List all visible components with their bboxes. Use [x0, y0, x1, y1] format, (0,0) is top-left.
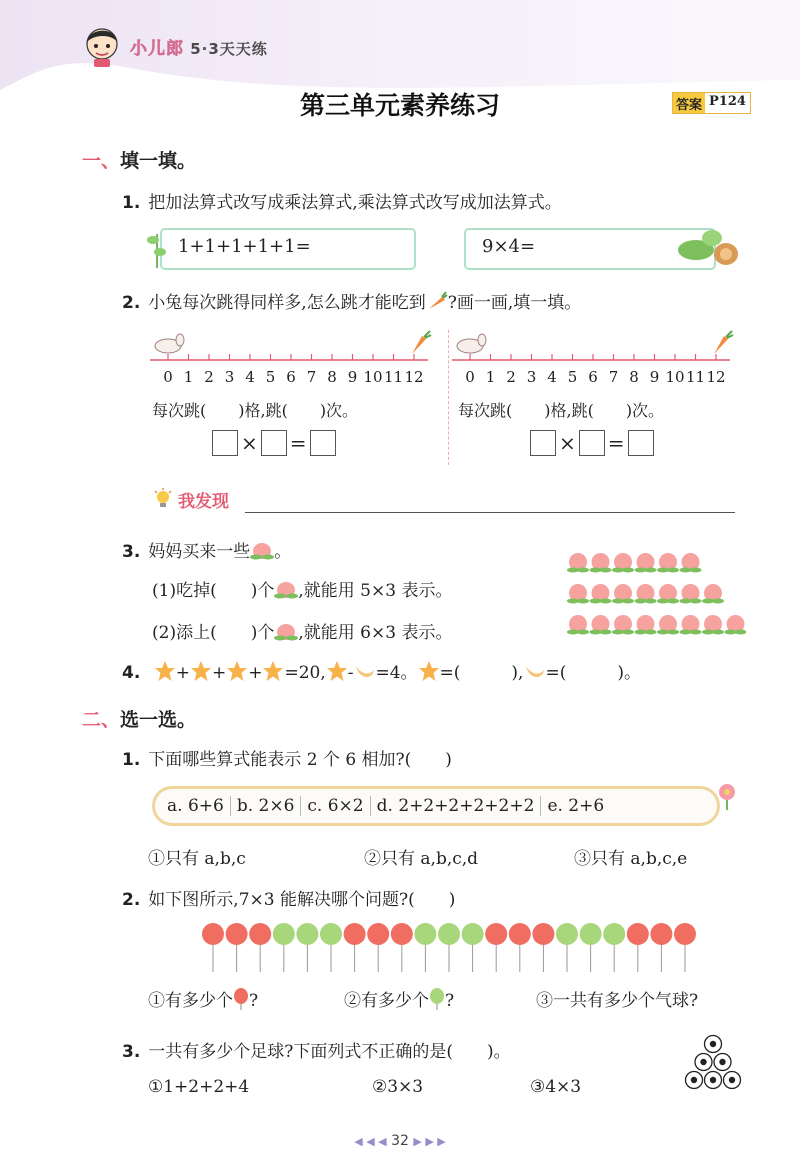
s1-q2-text-b: ?画一画,填一填。: [447, 293, 582, 313]
s2-q3-choice-2[interactable]: ②3×3: [372, 1077, 424, 1097]
peach-icon: [702, 584, 724, 604]
tick-label: 12: [404, 368, 424, 386]
vine-pot-icon: [672, 220, 742, 270]
red-balloon: [627, 923, 649, 972]
s2-q1-num: 1.: [122, 750, 141, 770]
soccer-ball-triangle: [678, 1034, 748, 1094]
tick-label: 11: [383, 368, 404, 386]
option-d: d. 2+2+2+2+2+2: [371, 796, 542, 816]
s1-q3-sub1: [152, 576, 452, 601]
peach-icon: [612, 584, 634, 604]
qmark: ?: [249, 991, 259, 1011]
red-balloon: [226, 923, 248, 972]
peach-icon: [567, 615, 589, 635]
tick-label: 9: [649, 368, 660, 386]
peach-icon: [657, 584, 679, 604]
carrot-icon: [426, 291, 448, 311]
balloon-row: [200, 922, 710, 974]
q4-text: =( ),: [439, 663, 524, 683]
s2-q3-choice-1[interactable]: ①1+2+2+4: [148, 1077, 250, 1097]
soccer-ball-icon: [686, 1072, 703, 1089]
tick-label: 3: [224, 368, 235, 386]
options-box: [152, 786, 720, 826]
s1-q1-num: 1.: [122, 193, 141, 213]
q4-text: =20,: [284, 663, 326, 683]
brand-cn: 小儿郎: [130, 39, 184, 59]
s1-q1: [122, 188, 562, 213]
s1-q4-num: 4.: [122, 663, 141, 683]
red-balloon-icon: [233, 988, 249, 1010]
s1-q1-text: 把加法算式改写成乘法算式,乘法算式改写成加法算式。: [148, 193, 562, 213]
red-balloon: [391, 923, 413, 972]
red-balloon: [532, 923, 554, 972]
tick-label: 4: [245, 368, 255, 386]
s1-q3-text: 妈妈买来一些: [148, 542, 251, 562]
peach-icon: [590, 615, 612, 635]
tick-label: 7: [306, 368, 317, 386]
q1-left-box: [160, 228, 416, 270]
answer-box[interactable]: [261, 430, 287, 456]
tick-label: 3: [526, 368, 537, 386]
tick-label: 0: [465, 368, 475, 386]
red-balloon: [674, 923, 696, 972]
star-icon: [226, 660, 248, 682]
s2-q1-choice-1[interactable]: ①只有 a,b,c: [148, 849, 246, 869]
s1-q3-num: 3.: [122, 542, 141, 562]
s1-q3-sub1-a: (1)吃掉( )个: [152, 581, 275, 601]
green-balloon: [320, 923, 342, 972]
tick-label: 10: [665, 368, 685, 386]
tick-label: 0: [163, 368, 173, 386]
tick-label: 6: [588, 368, 598, 386]
s2-q2: [122, 885, 455, 910]
tick-label: 2: [506, 368, 516, 386]
section-1-title: 填一填。: [120, 150, 197, 172]
peach-icon: [680, 584, 702, 604]
number-line-left: [150, 328, 440, 388]
q4-text: +: [211, 663, 227, 683]
star-icon: [326, 660, 348, 682]
tick-label: 1: [485, 368, 496, 386]
peach-icon: [274, 579, 298, 599]
s2-q3: [122, 1037, 511, 1062]
red-balloon: [249, 923, 271, 972]
green-balloon: [603, 923, 625, 972]
s1-q3-sub2: [152, 618, 452, 643]
divider-dashed: [448, 330, 449, 465]
tick-label: 2: [204, 368, 214, 386]
carrot-icon: [412, 331, 431, 354]
s2-q1-choice-3[interactable]: ③只有 a,b,c,e: [574, 849, 688, 869]
s1-q3-sub2-b: ,就能用 6×3 表示。: [298, 623, 453, 643]
peach-icon: [702, 615, 724, 635]
green-balloon: [296, 923, 318, 972]
answer-box[interactable]: [628, 430, 654, 456]
green-balloon: [556, 923, 578, 972]
green-balloon: [462, 923, 484, 972]
green-balloon: [580, 923, 602, 972]
section-2-num: 二、: [82, 709, 121, 731]
soccer-ball-icon: [705, 1036, 722, 1053]
soccer-ball-icon: [705, 1072, 722, 1089]
peach-icon: [612, 615, 634, 635]
equals-sign: =: [289, 431, 307, 455]
answer-box[interactable]: [212, 430, 238, 456]
peach-icon: [567, 584, 589, 604]
option-b: b. 2×6: [231, 796, 302, 816]
page-number: 32: [391, 1133, 409, 1149]
brand-sub: 5·3天天练: [190, 40, 268, 58]
answer-box[interactable]: [530, 430, 556, 456]
peach-icon: [250, 540, 274, 560]
tick-label: 1: [183, 368, 194, 386]
equals-sign: =: [607, 431, 625, 455]
tick-label: 7: [608, 368, 619, 386]
star-icon: [418, 660, 440, 682]
choice-1-text: ①有多少个: [148, 991, 233, 1011]
q2-equation-right: [530, 430, 654, 456]
soccer-ball-icon: [724, 1072, 741, 1089]
tick-label: 6: [286, 368, 296, 386]
s2-q1-text: 下面哪些算式能表示 2 个 6 相加?( ): [148, 750, 452, 770]
q4-text: +: [248, 663, 263, 683]
rabbit-icon: [457, 334, 486, 353]
times-sign: ×: [559, 431, 576, 455]
green-balloon: [438, 923, 460, 972]
tick-label: 9: [347, 368, 358, 386]
moon-icon: [523, 660, 545, 682]
tick-label: 8: [629, 368, 639, 386]
star-icon: [262, 660, 284, 682]
answer-page: P124: [705, 93, 750, 113]
boy-mascot-icon: [82, 24, 122, 68]
section-2-heading: [82, 705, 196, 732]
peach-icon: [680, 553, 702, 573]
s2-q2-choice-3[interactable]: ③一共有多少个气球?: [536, 991, 699, 1011]
answer-box[interactable]: [579, 430, 605, 456]
red-balloon: [367, 923, 389, 972]
red-balloon: [650, 923, 672, 972]
s2-q2-choice-1[interactable]: [148, 986, 258, 1011]
answer-box[interactable]: [310, 430, 336, 456]
tick-label: 12: [706, 368, 726, 386]
section-1-heading: [82, 146, 196, 173]
red-balloon: [509, 923, 531, 972]
next-arrows-icon[interactable]: ▶ ▶ ▶: [413, 1135, 446, 1148]
section-2-title: 选一选。: [120, 709, 197, 731]
prev-arrows-icon[interactable]: ◀ ◀ ◀: [354, 1135, 387, 1148]
green-balloon-icon: [429, 988, 445, 1010]
peach-grid: [566, 550, 746, 640]
red-balloon: [344, 923, 366, 972]
peach-icon: [680, 615, 702, 635]
carrot-icon: [714, 331, 733, 354]
s1-q4: [122, 658, 641, 683]
green-balloon: [414, 923, 436, 972]
s2-q1-choice-2[interactable]: ②只有 a,b,c,d: [364, 849, 479, 869]
peach-icon: [590, 553, 612, 573]
qmark: ?: [445, 991, 455, 1011]
soccer-ball-icon: [714, 1054, 731, 1071]
star-icon: [190, 660, 212, 682]
tick-label: 5: [265, 368, 276, 386]
option-e: e. 2+6: [547, 796, 605, 816]
peach-icon: [274, 621, 298, 641]
q1-right-expr: 9×4=: [482, 236, 536, 257]
green-balloon: [273, 923, 295, 972]
peach-icon: [635, 615, 657, 635]
s2-q2-num: 2.: [122, 890, 141, 910]
s2-q3-choice-3[interactable]: ③4×3: [530, 1077, 582, 1097]
s2-q1: [122, 745, 452, 770]
q2-equation-left: [212, 430, 336, 456]
moon-icon: [353, 660, 375, 682]
choice-2-text: ②有多少个: [344, 991, 429, 1011]
q4-text: =( )。: [545, 663, 641, 683]
red-balloon: [202, 923, 224, 972]
q4-text: -: [347, 663, 354, 683]
discover-answer-line[interactable]: [245, 512, 735, 513]
sprout-icon: [146, 224, 168, 268]
q4-text: =4。: [375, 663, 418, 683]
page-title: 第三单元素养练习: [299, 91, 500, 120]
s1-q3-sub2-a: (2)添上( )个: [152, 623, 275, 643]
peach-icon: [590, 584, 612, 604]
section-1-num: 一、: [82, 150, 121, 172]
discover-label: 我发现: [178, 492, 229, 512]
peach-icon: [657, 615, 679, 635]
red-balloon: [485, 923, 507, 972]
tick-label: 8: [327, 368, 337, 386]
s1-q2: [122, 288, 581, 313]
s2-q2-text: 如下图所示,7×3 能解决哪个问题?( ): [148, 890, 456, 910]
q4-text: +: [175, 663, 190, 683]
flower-icon: [712, 780, 742, 810]
number-line-right: [452, 328, 742, 388]
option-c: c. 6×2: [301, 796, 370, 816]
q2-fill-left: 每次跳( )格,跳( )次。: [152, 401, 359, 420]
lightbulb-icon: [153, 488, 173, 510]
peach-icon: [725, 615, 747, 635]
peach-icon: [612, 553, 634, 573]
peach-icon: [635, 584, 657, 604]
answer-label: 答案: [673, 93, 705, 113]
s1-q2-num: 2.: [122, 293, 141, 313]
s1-q3: 3. 妈妈买来一些 。: [122, 542, 292, 562]
soccer-ball-icon: [695, 1054, 712, 1071]
times-sign: ×: [241, 431, 258, 455]
peach-icon: [657, 553, 679, 573]
s2-q3-num: 3.: [122, 1042, 141, 1062]
page-footer: [0, 1133, 800, 1149]
rabbit-icon: [155, 334, 184, 353]
peach-icon: [635, 553, 657, 573]
option-a: a. 6+6: [161, 796, 231, 816]
s1-q3-sub1-b: ,就能用 5×3 表示。: [298, 581, 453, 601]
answer-badge[interactable]: [672, 92, 751, 114]
tick-label: 10: [363, 368, 383, 386]
tick-label: 11: [685, 368, 706, 386]
s1-q2-text-a: 小兔每次跳得同样多,怎么跳才能吃到: [148, 293, 426, 313]
q2-fill-right: 每次跳( )格,跳( )次。: [458, 401, 665, 420]
s2-q3-text: 一共有多少个足球?下面列式不正确的是( )。: [148, 1042, 511, 1062]
brand-name: [130, 34, 268, 59]
s2-q2-choice-2[interactable]: [344, 986, 454, 1011]
peach-icon: [567, 553, 589, 573]
star-icon: [154, 660, 176, 682]
q1-left-expr: 1+1+1+1+1=: [178, 236, 311, 257]
tick-label: 4: [547, 368, 557, 386]
tick-label: 5: [567, 368, 578, 386]
